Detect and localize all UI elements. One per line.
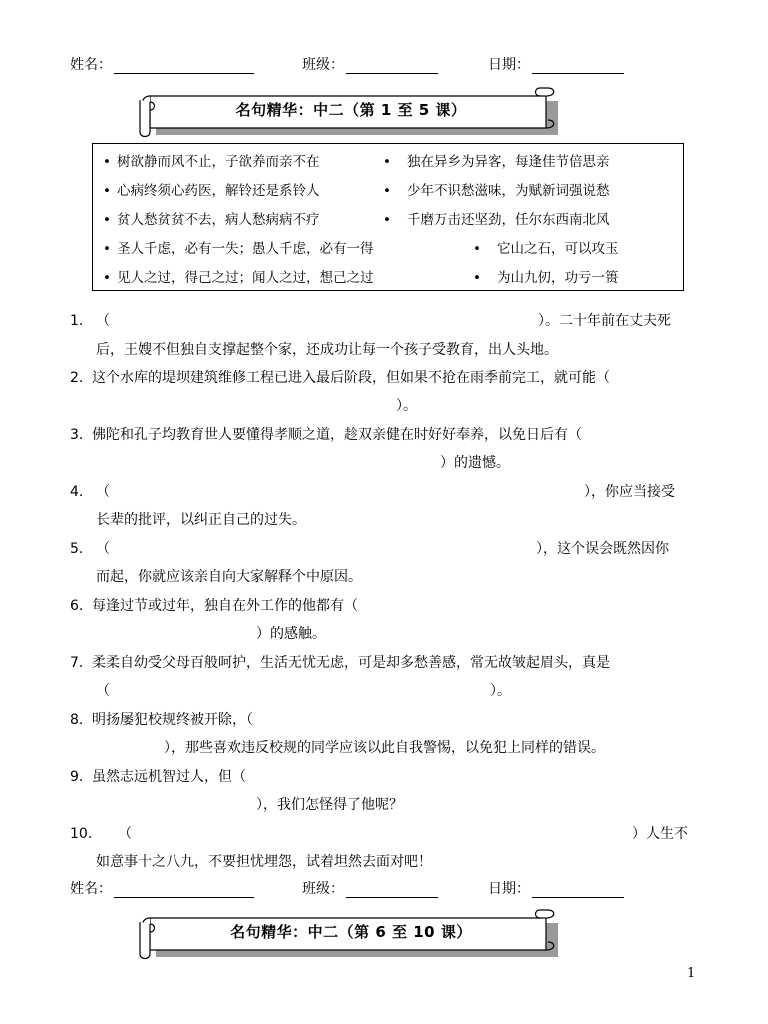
class-field[interactable] bbox=[302, 880, 438, 898]
quote-item: • 千磨万击还坚劲，任尔东西南北风 bbox=[383, 212, 610, 228]
question-number: 7. bbox=[70, 655, 84, 671]
date-blank[interactable] bbox=[532, 881, 624, 898]
question-text: 每逢过节或过年，独自在外工作的他都有（ bbox=[92, 598, 358, 614]
question-text: 而起，你就应该亲自向大家解释个中原因。 bbox=[96, 569, 362, 585]
quote-item: • 独在异乡为异客，每逢佳节倍思亲 bbox=[383, 154, 610, 170]
question-text: 虽然志远机智过人，但（ bbox=[92, 769, 246, 785]
quote-item: • 少年不识愁滋味，为赋新词强说愁 bbox=[383, 183, 610, 199]
name-label: 姓名： bbox=[70, 57, 112, 73]
question-text: 柔柔自幼受父母百般呵护，生活无忧无虑，可是却多愁善感，常无故皱起眉头，真是 bbox=[92, 655, 610, 671]
class-blank[interactable] bbox=[346, 57, 438, 74]
question-text: （ bbox=[96, 484, 110, 500]
quote-item: • 为山九仞，功亏一篑 bbox=[473, 270, 619, 286]
class-field[interactable] bbox=[302, 56, 438, 74]
question-text: 后，王嫂不但独自支撑起整个家，还成功让每一个孩子受教育，出人头地。 bbox=[96, 342, 558, 358]
question-text: （ bbox=[96, 541, 110, 557]
quote-item: • 它山之石，可以攻玉 bbox=[473, 241, 619, 257]
quote-item: • 见人之过，得己之过；闻人之过，想己之过 bbox=[103, 270, 374, 286]
quote-item: • 圣人千虑，必有一失；愚人千虑，必有一得 bbox=[103, 241, 374, 257]
question-text: 佛陀和孔子均教育世人要懂得孝顺之道，趁双亲健在时好好奉养，以免日后有（ bbox=[92, 427, 582, 443]
question-text: ）。 bbox=[396, 398, 417, 414]
question-text: 长辈的批评，以纠正自己的过失。 bbox=[96, 512, 306, 528]
question-number: 5. bbox=[70, 541, 84, 557]
scroll-banner-2 bbox=[136, 908, 566, 964]
quotes-box bbox=[92, 143, 684, 291]
question-number: 3. bbox=[70, 427, 84, 443]
question-text: （ bbox=[96, 683, 110, 699]
quote-item: • 树欲静而风不止，子欲养而亲不在 bbox=[103, 154, 320, 170]
question-text: （ bbox=[118, 826, 132, 842]
date-label: 日期： bbox=[488, 881, 530, 897]
name-field[interactable] bbox=[70, 56, 254, 74]
question-text: ），那些喜欢违反校规的同学应该以此自我警惕，以免犯上同样的错误。 bbox=[164, 740, 605, 756]
question-text: ）人生不 bbox=[632, 826, 688, 842]
date-field[interactable] bbox=[488, 880, 624, 898]
quote-item: • 贫人愁贫贫不去，病人愁病病不疗 bbox=[103, 212, 320, 228]
class-label: 班级： bbox=[302, 57, 344, 73]
scroll-banner-1 bbox=[136, 86, 566, 142]
date-label: 日期： bbox=[488, 57, 530, 73]
question-text: ），你应当接受 bbox=[584, 484, 675, 500]
question-text: ）的感触。 bbox=[256, 626, 326, 642]
class-blank[interactable] bbox=[346, 881, 438, 898]
name-blank[interactable] bbox=[114, 57, 254, 74]
question-text: ）的遗憾。 bbox=[440, 455, 510, 471]
answer-blank[interactable] bbox=[110, 311, 530, 331]
name-field[interactable] bbox=[70, 880, 254, 898]
student-info-header-2 bbox=[70, 880, 690, 902]
question-number: 1. bbox=[70, 313, 84, 329]
question-number: 6. bbox=[70, 598, 84, 614]
banner-2-title: 名句精华：中二（第 6 至 10 课） bbox=[230, 923, 472, 941]
question-text: 明扬屡犯校规终被开除，（ bbox=[92, 712, 253, 728]
quote-item: • 心病终须心药医，解铃还是系铃人 bbox=[103, 183, 320, 199]
question-text: ），我们怎怪得了他呢？ bbox=[256, 797, 403, 813]
question-text: ）。 bbox=[490, 683, 511, 699]
class-label: 班级： bbox=[302, 881, 344, 897]
question-text: 这个水库的堤坝建筑维修工程已进入最后阶段，但如果不抢在雨季前完工，就可能（ bbox=[92, 370, 610, 386]
student-info-header bbox=[70, 56, 690, 78]
question-number: 10. bbox=[70, 826, 93, 842]
question-number: 8. bbox=[70, 712, 84, 728]
page-number: 1 bbox=[687, 966, 696, 981]
date-field[interactable] bbox=[488, 56, 624, 74]
date-blank[interactable] bbox=[532, 57, 624, 74]
question-number: 2. bbox=[70, 370, 84, 386]
question-text: 如意事十之八九，不要担忧埋怨，试着坦然去面对吧！ bbox=[96, 854, 432, 870]
question-text: ），这个误会既然因你 bbox=[536, 541, 669, 557]
question-number: 4. bbox=[70, 484, 84, 500]
question-text: （ bbox=[96, 313, 110, 329]
banner-1-title: 名句精华：中二（第 1 至 5 课） bbox=[235, 101, 467, 119]
name-blank[interactable] bbox=[114, 881, 254, 898]
question-number: 9. bbox=[70, 769, 84, 785]
question-text: ）。二十年前在丈夫死 bbox=[538, 313, 671, 329]
name-label: 姓名： bbox=[70, 881, 112, 897]
